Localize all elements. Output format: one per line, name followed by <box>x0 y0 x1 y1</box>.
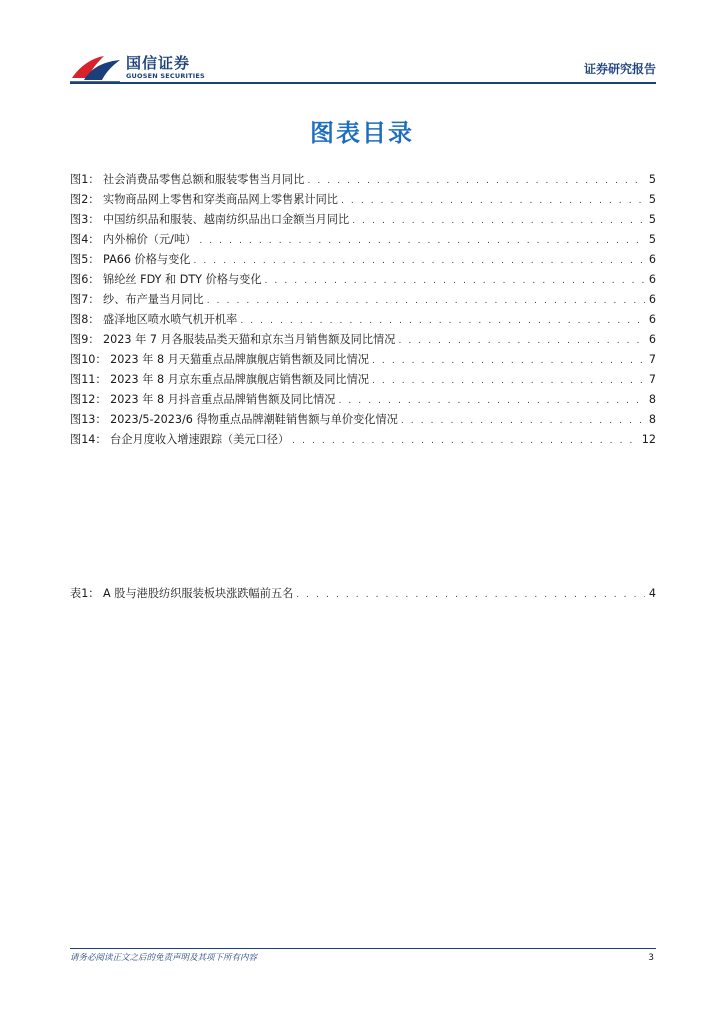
figure-entry-page: 6 <box>648 333 656 346</box>
figure-entry[interactable] <box>70 410 656 430</box>
figure-entry[interactable] <box>70 350 656 370</box>
table-entry-label: 表1： A 股与港股纺织服装板块涨跌幅前五名 <box>70 587 294 600</box>
dot-leader <box>193 251 645 271</box>
figure-entry[interactable] <box>70 190 656 210</box>
figure-entry[interactable] <box>70 310 656 330</box>
figure-entry-label: 图8： 盛泽地区喷水喷气机开机率 <box>70 313 238 326</box>
figure-entry-label: 图14： 台企月度收入增速跟踪（美元口径） <box>70 433 290 446</box>
figure-entry[interactable] <box>70 390 656 410</box>
figure-entry-page: 5 <box>648 193 656 206</box>
dot-leader <box>292 431 639 451</box>
figure-entry[interactable] <box>70 210 656 230</box>
logo-chinese-name: 国信证券 <box>126 54 191 72</box>
footer-disclaimer: 请务必阅读正文之后的免责声明及其项下所有内容 <box>70 953 258 963</box>
figure-entry[interactable] <box>70 330 656 350</box>
figure-entry-label: 图5： PA66 价格与变化 <box>70 253 191 266</box>
footer-divider <box>70 948 656 949</box>
figure-entry-label: 图1： 社会消费品零售总额和服装零售当月同比 <box>70 173 305 186</box>
dot-leader <box>401 411 645 431</box>
figure-entry-page: 6 <box>648 253 656 266</box>
dot-leader <box>207 291 645 311</box>
dot-leader <box>352 211 645 231</box>
figure-entry-label: 图6： 锦纶丝 FDY 和 DTY 价格与变化 <box>70 273 262 286</box>
figure-entry-label: 图3： 中国纺织品和服装、越南纺织品出口金额当月同比 <box>70 213 350 226</box>
figure-entry-page: 6 <box>648 273 656 286</box>
table-list <box>70 584 656 604</box>
figure-entry-page: 7 <box>648 373 656 386</box>
dot-leader <box>372 371 645 391</box>
dot-leader <box>265 271 645 291</box>
page-number: 3 <box>648 953 654 963</box>
figure-entry-label: 图12： 2023 年 8 月抖音重点品牌销售额及同比情况 <box>70 393 336 406</box>
figure-entry-page: 7 <box>648 353 656 366</box>
header-divider <box>70 82 656 84</box>
figure-entry-label: 图13： 2023/5-2023/6 得物重点品牌潮鞋销售额与单价变化情况 <box>70 413 398 426</box>
figure-entry-page: 5 <box>648 233 656 246</box>
dot-leader <box>240 311 645 331</box>
page-header <box>0 0 724 90</box>
page-title: 图表目录 <box>310 119 414 147</box>
figure-entry[interactable] <box>70 230 656 250</box>
figure-entry-label: 图7： 纱、布产量当月同比 <box>70 293 204 306</box>
dot-leader <box>199 231 645 251</box>
figure-entry[interactable] <box>70 370 656 390</box>
figure-entry-label: 图2： 实物商品网上零售和穿类商品网上零售累计同比 <box>70 193 338 206</box>
dot-leader <box>296 585 645 605</box>
report-type-label: 证券研究报告 <box>583 62 656 76</box>
figure-entry-label: 图10： 2023 年 8 月天猫重点品牌旗舰店销售额及同比情况 <box>70 353 369 366</box>
figure-entry[interactable] <box>70 170 656 190</box>
figure-entry-page: 6 <box>648 293 656 306</box>
figure-entry-page: 5 <box>648 213 656 226</box>
table-entry[interactable] <box>70 584 656 604</box>
figure-entry-page: 5 <box>648 173 656 186</box>
guosen-logo-icon <box>70 52 122 84</box>
figure-list <box>70 170 656 450</box>
figure-entry-page: 12 <box>641 433 656 446</box>
figure-entry-page: 8 <box>648 413 656 426</box>
dot-leader <box>341 191 645 211</box>
table-entry-page: 4 <box>648 587 656 600</box>
figure-entry-page: 6 <box>648 313 656 326</box>
figure-entry-label: 图11： 2023 年 8 月京东重点品牌旗舰店销售额及同比情况 <box>70 373 369 386</box>
dot-leader <box>398 331 645 351</box>
figure-entry[interactable] <box>70 270 656 290</box>
figure-entry[interactable] <box>70 250 656 270</box>
figure-entry[interactable] <box>70 430 656 450</box>
dot-leader <box>338 391 645 411</box>
figure-entry-label: 图4： 内外棉价（元/吨） <box>70 233 197 246</box>
dot-leader <box>372 351 645 371</box>
dot-leader <box>307 171 645 191</box>
guosen-logo <box>70 52 230 86</box>
figure-entry[interactable] <box>70 290 656 310</box>
logo-english-name: GUOSEN SECURITIES <box>126 72 205 80</box>
figure-entry-label: 图9： 2023 年 7 月各服装品类天猫和京东当月销售额及同比情况 <box>70 333 396 346</box>
figure-entry-page: 8 <box>648 393 656 406</box>
